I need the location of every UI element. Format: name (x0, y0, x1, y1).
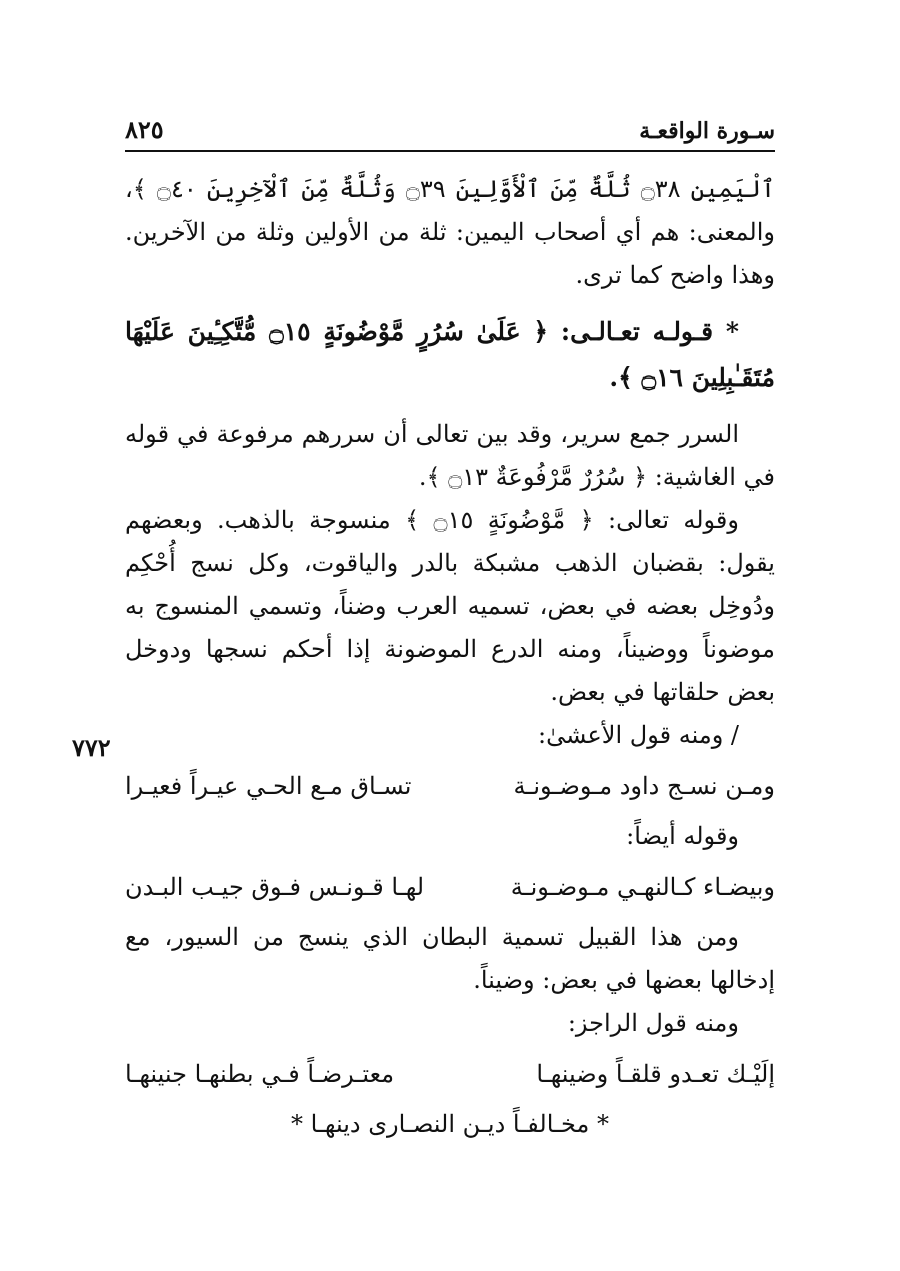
paragraph: ومن هذا القبيل تسمية البطان الذي ينسج من السيور، مع إدخالها بعضها في بعض: وضيناً. (125, 923, 775, 994)
poem-verse (125, 763, 775, 809)
page-header (125, 112, 775, 152)
paragraph: / ومنه قول الأعشىٰ: (537, 721, 739, 749)
verse-hemistich: إلَيْـك تعـدو قلقـاً وضينهـا (536, 1060, 775, 1088)
poem-verse (125, 864, 775, 910)
poem-verse-centered: * مخـالفـاً ديـن النصـارى دينهـا * (290, 1110, 610, 1138)
verse-hemistich: معتـرضـاً فـي بطنهـا جنينهـا (125, 1060, 395, 1088)
paragraph: ٱلْيَمِينِ ۝٣٨ ثُلَّةٌ مِّنَ ٱلْأَوَّلِينَ ۝٣٩ وَثُلَّةٌ مِّنَ ٱلْآخِرِينَ ۝٤٠ ﴾، والمعنى: هم أي أصحاب اليمين: ثلة من الأولين وثلة من الآخرين. وهذا واضح كما ترى. (125, 175, 776, 289)
paragraph: السرر جمع سرير، وقد بين تعالى أن سررهم مرفوعة في قوله في الغاشية: ﴿ سُرُرٌ مَّرْفُوعَةٌ ۝١٣ ﴾. (125, 420, 775, 491)
page-body (125, 168, 775, 1146)
verse-hemistich: لهـا قـونـس فـوق جيـب البـدن (125, 873, 425, 901)
paragraph: وقوله أيضاً: (626, 822, 739, 850)
poem-verse (125, 1051, 775, 1097)
margin-page-number: ٧٧٢ (72, 733, 111, 762)
verse-heading: * قـولـه تعـالـى: ﴿ عَلَىٰ سُرُرٍ مَّوْضُونَةٍ ۝١٥ مُّتَّكِـِٔينَ عَلَيْهَا مُتَقَـٰبِلِينَ ۝١٦ ﴾. (125, 317, 775, 392)
page-number: ٨٢٥ (125, 115, 164, 144)
verse-hemistich: ومـن نسـج داود مـوضـونـة (513, 772, 775, 800)
surah-title: سـورة الواقعـة (639, 118, 775, 144)
verse-hemistich: وبيضـاء كـالنهـي مـوضـونـة (510, 873, 775, 901)
paragraph: وقوله تعالى: ﴿ مَّوْضُونَةٍ ۝١٥ ﴾ منسوجة بالذهب. وبعضهم يقول: بقضبان الذهب مشبكة بالدر والياقوت، وكل نسج أُحْكِم ودُوخِل بعضه في بعض، تسميه العرب وضناً، وتسمي المنسوج به موضوناً ووضيناً، ومنه الدرع الموضونة إذا أحكم نسجها ودوخل بعض حلقاتها في بعض. (125, 506, 775, 706)
verse-hemistich: تسـاق مـع الحـي عيـراً فعيـرا (125, 772, 412, 800)
paragraph: ومنه قول الراجز: (567, 1009, 739, 1037)
